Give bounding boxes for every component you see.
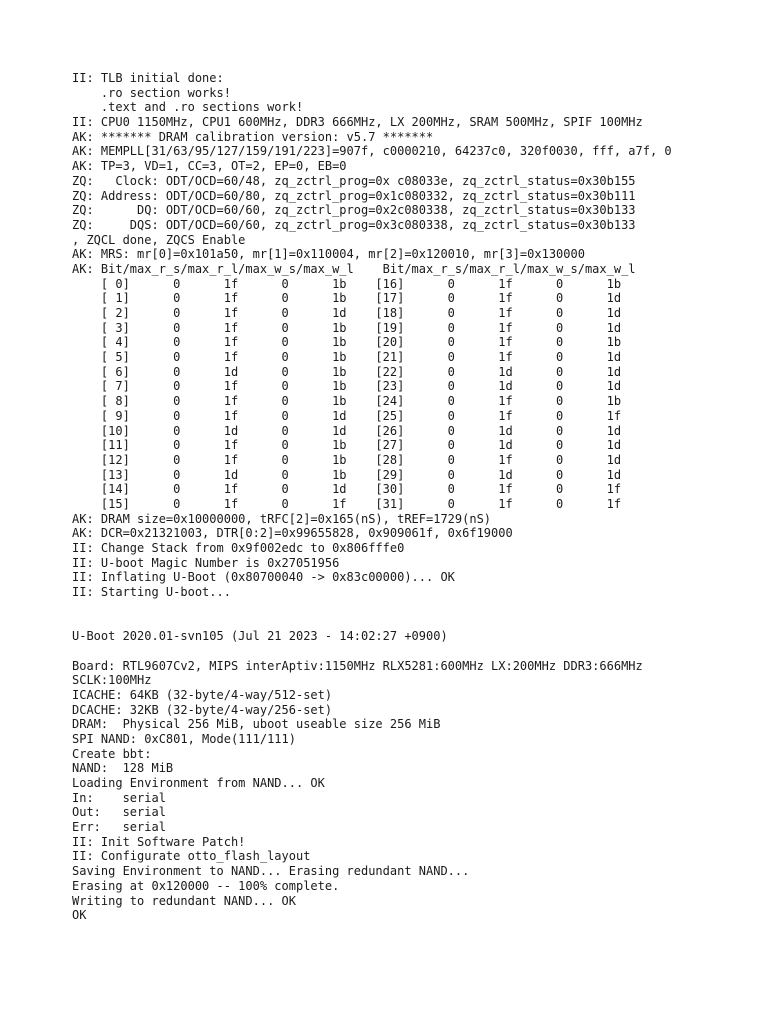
log-line: II: Init Software Patch!	[72, 834, 246, 849]
log-line: [14] 0 1f 0 1d [30] 0 1f 0 1f	[72, 482, 622, 497]
log-line: OK	[72, 908, 87, 923]
log-line: [11] 0 1f 0 1b [27] 0 1d 0 1d	[72, 438, 622, 453]
log-line: AK: ******* DRAM calibration version: v5.7 *******	[72, 129, 434, 144]
log-line: DRAM: Physical 256 MiB, uboot useable size 256 MiB	[72, 717, 441, 732]
log-line: II: Starting U-boot...	[72, 585, 231, 600]
log-line: Saving Environment to NAND... Erasing redundant NAND...	[72, 864, 470, 879]
log-line: [ 5] 0 1f 0 1b [21] 0 1f 0 1d	[72, 350, 622, 365]
log-line: AK: MRS: mr[0]=0x101a50, mr[1]=0x110004, mr[2]=0x120010, mr[3]=0x130000	[72, 247, 585, 262]
log-line: AK: DRAM size=0x10000000, tRFC[2]=0x165(nS), tREF=1729(nS)	[72, 511, 492, 526]
log-line: AK: TP=3, VD=1, CC=3, OT=2, EP=0, EB=0	[72, 159, 347, 174]
log-line: , ZQCL done, ZQCS Enable	[72, 232, 246, 247]
log-line: [10] 0 1d 0 1d [26] 0 1d 0 1d	[72, 423, 622, 438]
log-line: Erasing at 0x120000 -- 100% complete.	[72, 878, 340, 893]
log-line: U-Boot 2020.01-svn105 (Jul 21 2023 - 14:02:27 +0900)	[72, 629, 448, 644]
log-line: ZQ: Clock: ODT/OCD=60/48, zq_zctrl_prog=0x c08033e, zq_zctrl_status=0x30b155	[72, 173, 636, 188]
log-line: II: TLB initial done:	[72, 71, 224, 85]
log-line: II: U-boot Magic Number is 0x27051956	[72, 555, 340, 570]
log-line: [13] 0 1d 0 1b [29] 0 1d 0 1d	[72, 467, 622, 482]
log-line: [ 2] 0 1f 0 1d [18] 0 1f 0 1d	[72, 306, 622, 320]
log-line: II: Change Stack from 0x9f002edc to 0x806fffe0	[72, 541, 405, 555]
log-line: Err: serial	[72, 820, 166, 835]
log-line: II: Inflating U-Boot (0x80700040 -> 0x83c00000)... OK	[72, 570, 455, 585]
log-line: [12] 0 1f 0 1b [28] 0 1f 0 1d	[72, 452, 622, 467]
log-line	[72, 644, 672, 659]
log-line: [ 6] 0 1d 0 1b [22] 0 1d 0 1d	[72, 364, 622, 379]
log-line: [ 3] 0 1f 0 1b [19] 0 1f 0 1d	[72, 320, 622, 335]
log-line	[72, 614, 672, 629]
log-line	[72, 600, 672, 615]
log-line: AK: MEMPLL[31/63/95/127/159/191/223]=907f, c0000210, 64237c0, 320f0030, fff, a7f, 0	[72, 144, 672, 159]
log-line: Board: RTL9607Cv2, MIPS interAptiv:1150MHz RLX5281:600MHz LX:200MHz DDR3:666MHz	[72, 658, 643, 673]
log-line: In: serial	[72, 790, 166, 805]
log-line: [ 8] 0 1f 0 1b [24] 0 1f 0 1b	[72, 394, 622, 409]
log-line: Writing to redundant NAND... OK	[72, 893, 296, 908]
log-line: II: Configurate otto_flash_layout	[72, 849, 311, 864]
log-line: ZQ: DQ: ODT/OCD=60/60, zq_zctrl_prog=0x2c080338, zq_zctrl_status=0x30b133	[72, 203, 636, 218]
log-line: [ 1] 0 1f 0 1b [17] 0 1f 0 1d	[72, 291, 622, 306]
log-line: Loading Environment from NAND... OK	[72, 776, 325, 790]
log-line: ZQ: Address: ODT/OCD=60/80, zq_zctrl_prog=0x1c080332, zq_zctrl_status=0x30b111	[72, 188, 636, 203]
log-line: Create bbt:	[72, 746, 152, 761]
log-line: NAND: 128 MiB	[72, 761, 174, 776]
log-line: [ 7] 0 1f 0 1b [23] 0 1d 0 1d	[72, 379, 622, 394]
log-line: [ 9] 0 1f 0 1d [25] 0 1f 0 1f	[72, 408, 622, 423]
log-line: ZQ: DQS: ODT/OCD=60/60, zq_zctrl_prog=0x3c080338, zq_zctrl_status=0x30b133	[72, 217, 636, 232]
log-line: .ro section works!	[72, 85, 231, 100]
log-line: SPI NAND: 0xC801, Mode(111/111)	[72, 731, 296, 746]
log-line: AK: Bit/max_r_s/max_r_l/max_w_s/max_w_l Bit/max_r_s/max_r_l/max_w_s/max_w_l	[72, 261, 636, 276]
log-line: DCACHE: 32KB (32-byte/4-way/256-set)	[72, 702, 333, 717]
log-line: [ 0] 0 1f 0 1b [16] 0 1f 0 1b	[72, 276, 622, 291]
log-line: SCLK:100MHz	[72, 673, 152, 688]
log-line: ICACHE: 64KB (32-byte/4-way/512-set)	[72, 687, 333, 702]
console-log	[72, 71, 672, 923]
log-line: .text and .ro sections work!	[72, 100, 304, 115]
log-line: [ 4] 0 1f 0 1b [20] 0 1f 0 1b	[72, 335, 622, 350]
log-line: [15] 0 1f 0 1f [31] 0 1f 0 1f	[72, 496, 622, 511]
log-line: AK: DCR=0x21321003, DTR[0:2]=0x99655828, 0x909061f, 0x6f19000	[72, 526, 513, 541]
log-line: II: CPU0 1150MHz, CPU1 600MHz, DDR3 666MHz, LX 200MHz, SRAM 500MHz, SPIF 100MHz	[72, 115, 643, 130]
log-line: Out: serial	[72, 805, 166, 820]
